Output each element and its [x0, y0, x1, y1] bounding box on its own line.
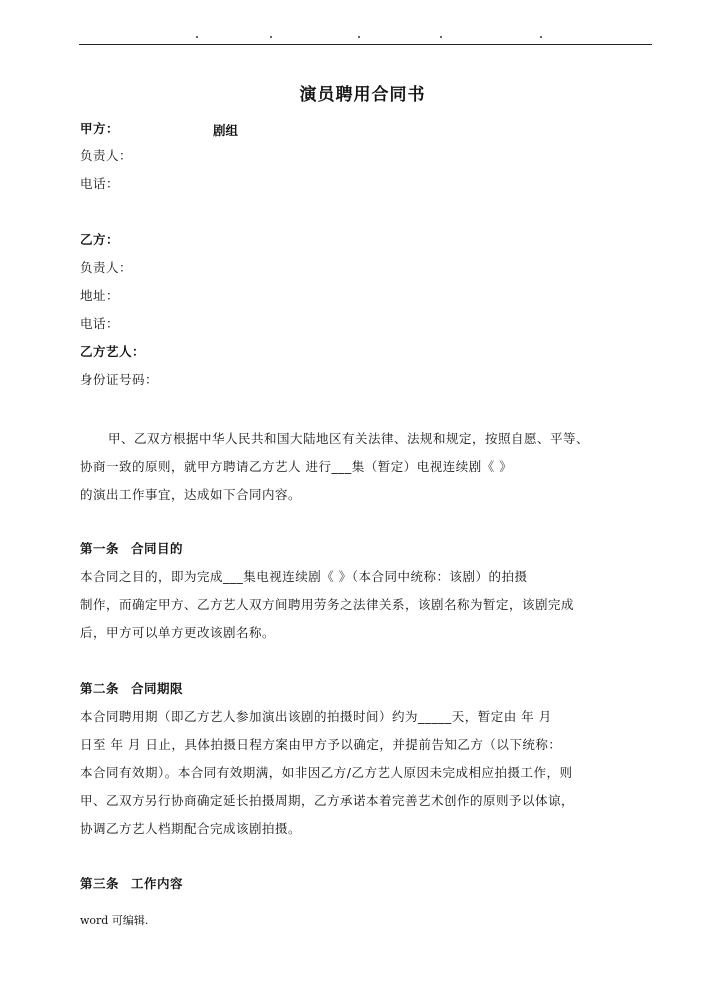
- article-1-title: 合同目的: [131, 541, 184, 556]
- header-dot: [358, 36, 360, 38]
- party-a-representative-label: 负责人：: [80, 148, 133, 163]
- article-3-number: 第三条: [80, 876, 120, 891]
- article-2-line: 甲、乙双方另行协商确定延长拍摄周期，乙方承诺本着完善艺术创作的原则予以体谅，: [80, 793, 575, 808]
- header-dot: [440, 36, 442, 38]
- party-a-name: 剧组: [213, 123, 239, 138]
- article-2-line: 日至 年 月 日止，具体拍摄日程方案由甲方予以确定，并提前告知乙方（以下统称：: [80, 737, 562, 752]
- header-dot: [196, 36, 198, 38]
- header-rule: [79, 44, 652, 45]
- party-b-id-label: 身份证号码：: [80, 372, 159, 387]
- article-3-heading: [80, 874, 183, 892]
- article-2-heading: [80, 679, 183, 697]
- article-1-heading: [80, 539, 183, 557]
- intro-line: 甲、乙双方根据中华人民共和国大陆地区有关法律、法规和规定，按照自愿、平等、: [108, 431, 590, 446]
- article-1-number: 第一条: [80, 541, 120, 556]
- party-b-label: 乙方：: [80, 232, 120, 247]
- article-1-line: 制作，而确定甲方、乙方艺人双方间聘用劳务之法律关系，该剧名称为暂定，该剧完成: [80, 597, 575, 612]
- article-2-line: 协调乙方艺人档期配合完成该剧拍摄。: [80, 821, 302, 836]
- article-2-title: 合同期限: [131, 681, 184, 696]
- party-b-phone-label: 电话：: [80, 316, 120, 331]
- article-1-line: 本合同之目的，即为完成___集电视连续剧《 》（本合同中统称：该剧）的拍摄: [80, 569, 528, 584]
- header-dot: [540, 36, 542, 38]
- article-2-line: 本合同有效期）。本合同有效期满，如非因乙方/乙方艺人原因未完成相应拍摄工作，则: [80, 765, 573, 780]
- party-b-address-label: 地址：: [80, 288, 120, 303]
- header-dot: [270, 36, 272, 38]
- document-title: 演员聘用合同书: [299, 85, 426, 105]
- intro-line: 的演出工作事宜，达成如下合同内容。: [80, 487, 302, 502]
- intro-line: 协商一致的原则，就甲方聘请乙方艺人 进行___集（暂定）电视连续剧《 》: [80, 459, 513, 474]
- party-b-artist-label: 乙方艺人：: [80, 344, 146, 359]
- article-3-title: 工作内容: [131, 876, 184, 891]
- party-b-representative-label: 负责人：: [80, 260, 133, 275]
- article-2-line: 本合同聘用期（即乙方艺人参加演出该剧的拍摄时间）约为_____天，暂定由 年 月: [80, 709, 552, 724]
- footer-note: word 可编辑.: [80, 914, 149, 927]
- article-2-number: 第二条: [80, 681, 120, 696]
- party-a-phone-label: 电话：: [80, 176, 120, 191]
- article-1-line: 后，甲方可以单方更改该剧名称。: [80, 625, 276, 640]
- party-a-label: 甲方：: [80, 121, 120, 136]
